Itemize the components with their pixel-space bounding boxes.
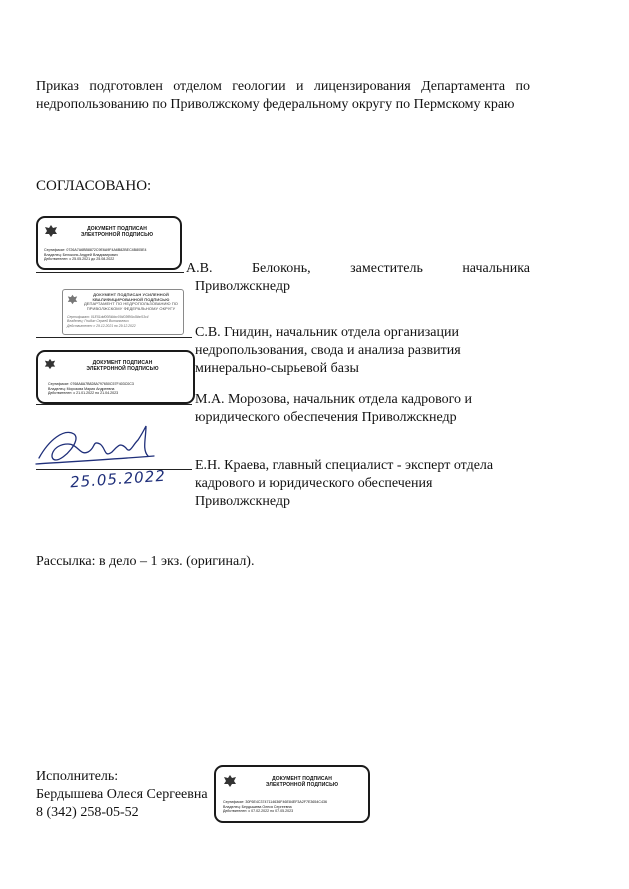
esign-stamp-3 (36, 350, 195, 404)
approver-1-line1: А.В. Белоконь, заместитель начальника (186, 261, 530, 276)
stamp-title: ДОКУМЕНТ ПОДПИСАН ЭЛЕКТРОННОЙ ПОДПИСЬЮ (86, 360, 159, 372)
approver-4-line2: кадрового и юридического обеспечения (195, 476, 433, 491)
intro-paragraph: Приказ подготовлен отделом геологии и лицензирования Департамента по недропользованию по Приволжскому федеральному округу по Пермскому краю (36, 79, 530, 112)
approver-4-line3: Приволжскнедр (195, 494, 290, 509)
distribution-note: Рассылка: в дело – 1 экз. (оригинал). (36, 554, 255, 569)
signature-line (36, 404, 192, 405)
executor-name: Бердышева Олеся Сергеевна (36, 787, 208, 802)
eagle-emblem-icon (44, 224, 58, 238)
handwritten-date: 25.05.2022 (69, 466, 167, 492)
eagle-emblem-icon (67, 294, 78, 305)
stamp-meta: Сертификат: 30F6E4C3747114636F46E84EF3A2F7E3654C436 Владелец: Бердышева Олеся Сергеевна Действителен: с 07.02.2022 по 07.05.2023 (223, 800, 327, 814)
stamp-title: ДОКУМЕНТ ПОДПИСАН ЭЛЕКТРОННОЙ ПОДПИСЬЮ (265, 776, 339, 788)
agreed-heading: СОГЛАСОВАНО: (36, 178, 152, 194)
eagle-emblem-icon (44, 358, 56, 370)
eagle-emblem-icon (223, 774, 237, 788)
stamp-meta: Сертификат: 01E51dd00B4bbc09403f86b49bc53c4 Владелец: Гнидин Сергей Витальевич Действителен: с 29.12.2021 по 29.12.2022 (67, 315, 149, 328)
esign-stamp-2 (62, 289, 184, 335)
stamp-meta: Сертификат: 0726A7A6BB8872C9E6A9F4A6B82BEC4B805E4 Владелец: Белоконь Андрей Владимирович Действителен: с 25.05.2021 до 25.08.2022 (44, 248, 147, 262)
esign-stamp-1 (36, 216, 182, 270)
stamp-title: ДОКУМЕНТ ПОДПИСАН УСИЛЕННОЙ КВАЛИФИЦИРОВАННОЙ ПОДПИСЬЮ ДЕПАРТАМЕНТ ПО НЕДРОПОЛЬЗОВАНИЮ ПО ПРИВОЛЖСКОМУ ФЕДЕРАЛЬНОМУ ОКРУГУ (83, 292, 179, 311)
stamp-title: ДОКУМЕНТ ПОДПИСАН ЭЛЕКТРОННОЙ ПОДПИСЬЮ (80, 226, 154, 238)
approver-4-line1: Е.Н. Краева, главный специалист - эксперт отдела (195, 458, 494, 473)
signature-line (36, 469, 192, 470)
stamp-meta: Сертификат: 0768A8A7B828A797650C57F403C0C3 Владелец: Морозова Мария Андреевна Действителен: с 21.01.2022 по 21.04.2023 (48, 382, 134, 396)
executor-label: Исполнитель: (36, 769, 119, 784)
approver-2-line2: недропользования, свода и анализа развития (195, 343, 461, 358)
approver-3-line2: юридического обеспечения Приволжскнедр (195, 410, 457, 425)
esign-stamp-executor (214, 765, 370, 823)
approver-2-line1: С.В. Гнидин, начальник отдела организации (195, 325, 459, 340)
signature-line (36, 337, 192, 338)
approver-3-line1: М.А. Морозова, начальник отдела кадрового и (195, 392, 473, 407)
approver-1-line2: Приволжскнедр (195, 279, 290, 294)
approver-2-line3: минерально-сырьевой базы (195, 361, 359, 376)
executor-phone: 8 (342) 258-05-52 (36, 805, 139, 820)
signature-line (36, 272, 184, 273)
